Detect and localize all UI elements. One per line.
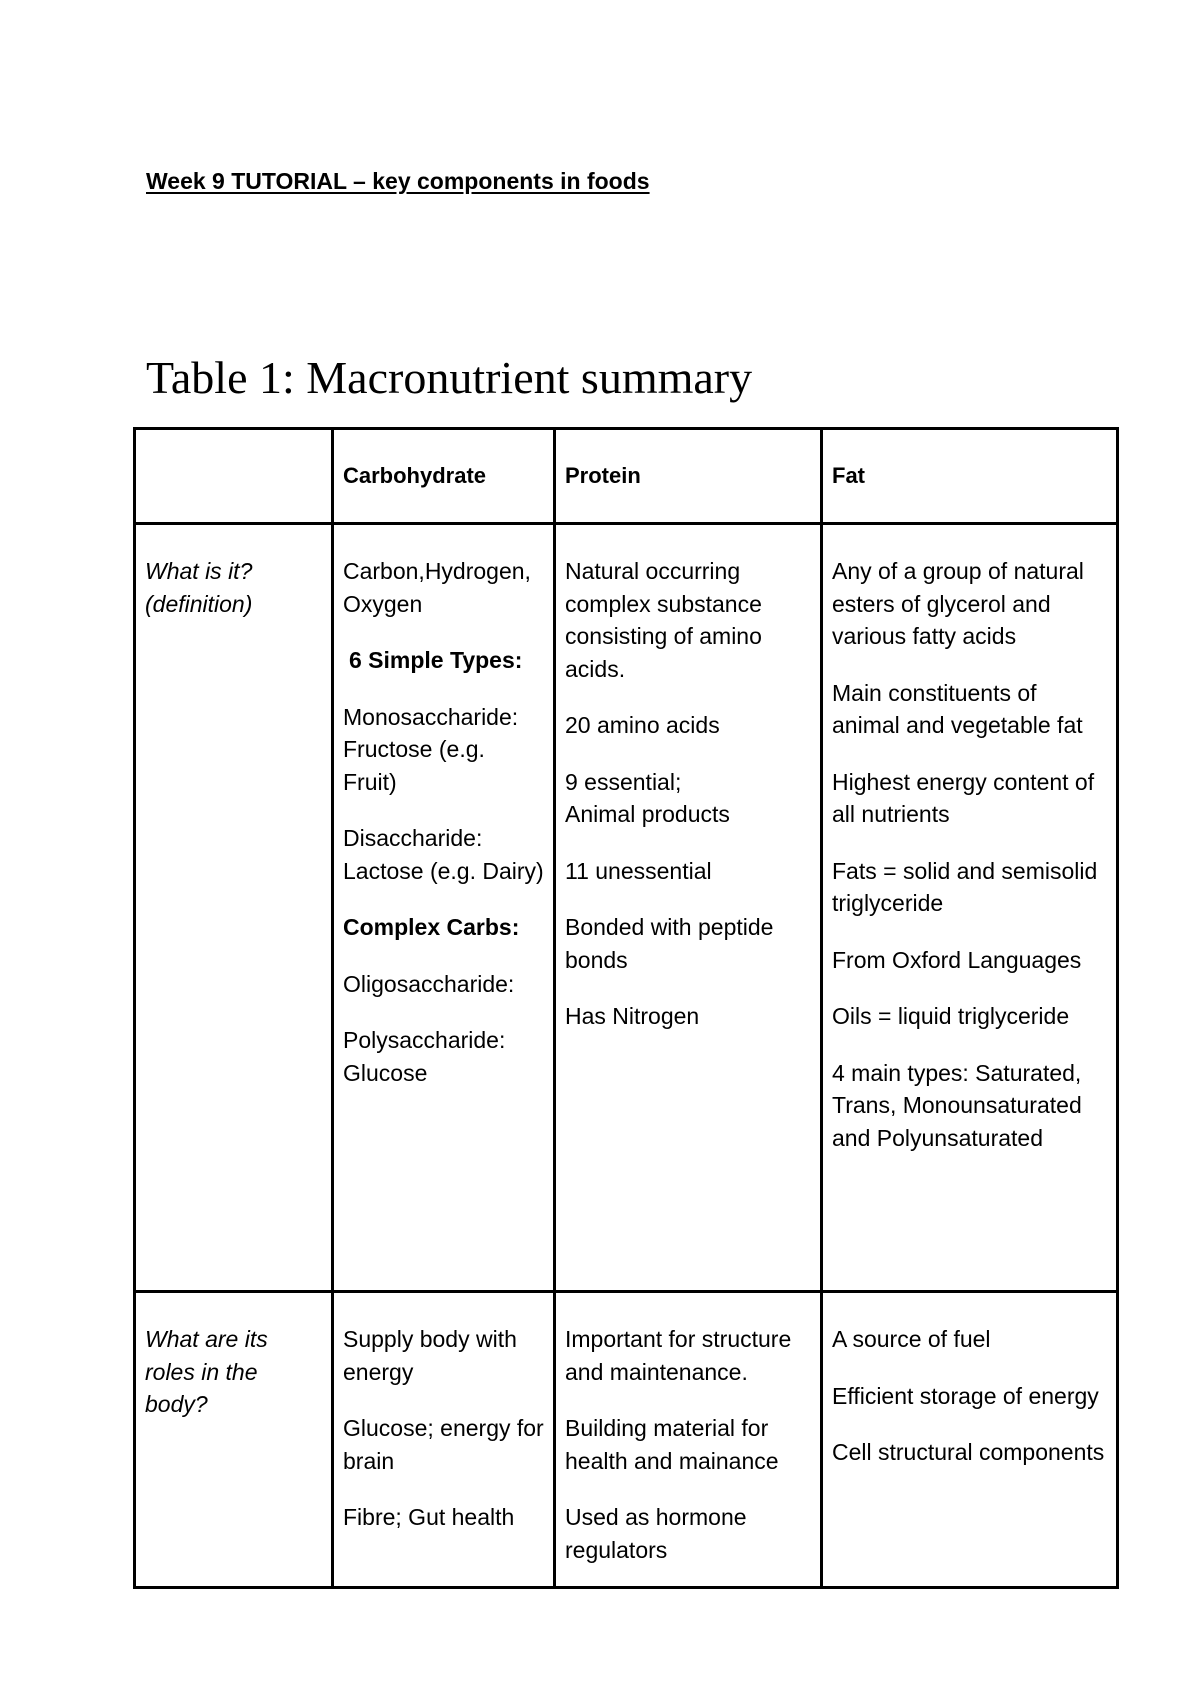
row-label-line: body? [145, 1391, 208, 1417]
fat-definition-cell [822, 524, 1118, 1292]
fat-roles-cell [822, 1292, 1118, 1588]
carb-polysaccharide: Polysaccharide: Glucose [343, 1027, 506, 1086]
protein-essential-line: Animal products [565, 801, 730, 827]
carb-role: Glucose; energy for brain [343, 1415, 544, 1474]
carb-oligosaccharide: Oligosaccharide: [343, 970, 515, 997]
row-label-definition [135, 524, 333, 1292]
table-title: Table 1: Macronutrient summary [146, 352, 753, 403]
carb-disaccharide: Disaccharide: Lactose (e.g. Dairy) [343, 825, 544, 884]
protein-role: Used as hormone regulators [565, 1504, 747, 1563]
protein-role: Building material for health and mainance [565, 1415, 779, 1474]
protein-unessential: 11 unessential [565, 857, 712, 884]
carb-role: Fibre; Gut health [343, 1504, 515, 1530]
header-cell-protein: Protein [555, 429, 822, 524]
table-header-row [135, 429, 1118, 524]
header-cell-carbohydrate: Carbohydrate [333, 429, 555, 524]
protein-amino-count: 20 amino acids [565, 712, 720, 738]
macronutrient-table [133, 427, 1119, 1589]
fat-role: A source of fuel [832, 1326, 991, 1352]
row-label-roles [135, 1292, 333, 1588]
carb-complex-heading: Complex Carbs: [343, 914, 520, 940]
row-label-line: roles in the [145, 1358, 258, 1385]
fat-constituents: Main constituents of animal and vegetable fat [832, 679, 1083, 738]
protein-definition-cell [555, 524, 822, 1292]
row-label-line: (definition) [145, 590, 253, 617]
row-label-line: What are its [145, 1326, 268, 1352]
protein-bonds: Bonded with peptide bonds [565, 914, 774, 973]
table-row-definition [135, 524, 1118, 1292]
header-cell-empty [135, 429, 333, 524]
fat-role: Efficient storage of energy [832, 1382, 1099, 1409]
fat-definition-text: Any of a group of natural esters of glycerol and various fatty acids [832, 558, 1084, 649]
carb-monosaccharide: Monosaccharide: Fructose (e.g. Fruit) [343, 703, 519, 795]
protein-roles-cell [555, 1292, 822, 1588]
fat-source-note: From Oxford Languages [832, 946, 1082, 973]
protein-nitrogen: Has Nitrogen [565, 1003, 700, 1029]
protein-essential-line: 9 essential; [565, 768, 682, 795]
carb-elements: Carbon,Hydrogen, Oxygen [343, 558, 531, 617]
fat-oils: Oils = liquid triglyceride [832, 1003, 1070, 1029]
table-row-roles [135, 1292, 1118, 1588]
fat-role: Cell structural components [832, 1439, 1105, 1465]
carbohydrate-definition-cell [333, 524, 555, 1292]
protein-definition-text: Natural occurring complex substance consisting of amino acids. [565, 558, 762, 682]
carb-role: Supply body with energy [343, 1326, 517, 1385]
fat-solid-triglyceride: Fats = solid and semisolid triglyceride [832, 857, 1098, 916]
fat-main-types: 4 main types: Saturated, Trans, Monounsaturated and Polyunsaturated [832, 1059, 1082, 1151]
page-heading: Week 9 TUTORIAL – key components in foods [146, 168, 650, 194]
carb-simple-types-heading: 6 Simple Types: [349, 647, 523, 673]
protein-essential [565, 766, 811, 831]
protein-role: Important for structure and maintenance. [565, 1326, 792, 1385]
header-cell-fat: Fat [822, 429, 1118, 524]
row-label-line: What is it? [145, 558, 253, 584]
carbohydrate-roles-cell [333, 1292, 555, 1588]
fat-energy-content: Highest energy content of all nutrients [832, 768, 1095, 827]
